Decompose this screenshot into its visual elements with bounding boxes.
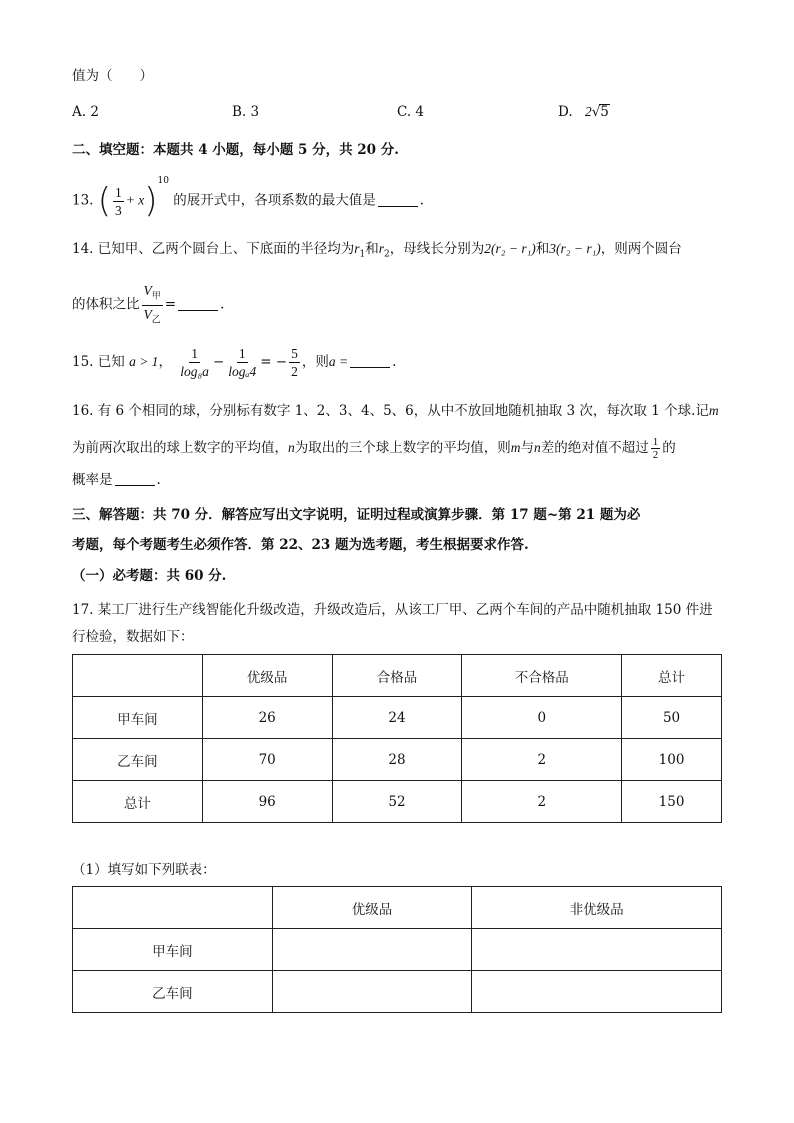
question-15 bbox=[72, 340, 396, 384]
q16-text-2d: 的 bbox=[662, 440, 676, 456]
q15-fraction-1 bbox=[178, 345, 211, 380]
q16-answer-blank bbox=[115, 471, 155, 486]
q15-f3-num: 5 bbox=[291, 346, 298, 361]
table-header-cell: 优级品 bbox=[272, 887, 472, 929]
table-cell: 150 bbox=[622, 781, 722, 823]
table-cell: 100 bbox=[622, 739, 722, 781]
table-cell: 0 bbox=[462, 697, 622, 739]
table-header-cell bbox=[73, 655, 203, 697]
table-cell: 70 bbox=[202, 739, 332, 781]
section-3-header-line-2: 考题，每个考题考生必须作答．第 22、23 题为选考题，考生根据要求作答. bbox=[72, 537, 529, 553]
q14-text-d: 的体积之比 bbox=[72, 296, 140, 313]
q14-expr1: 2(r₂ − r₁) bbox=[484, 241, 536, 256]
table-cell: 2 bbox=[462, 781, 622, 823]
q14-equals: = bbox=[164, 296, 177, 313]
question-14-line-1 bbox=[72, 239, 682, 265]
table-cell-blank bbox=[272, 929, 472, 971]
q14-r2: r bbox=[378, 241, 385, 256]
table-cell: 甲车间 bbox=[73, 697, 203, 739]
q16-with: 与 bbox=[520, 440, 534, 456]
q15-comma: ， bbox=[158, 354, 172, 370]
q16-text-2a: 为前两次取出的球上数字的平均值， bbox=[72, 440, 288, 456]
table-cell: 总计 bbox=[73, 781, 203, 823]
prev-question-tail: 值为（ ） bbox=[72, 68, 153, 84]
q16-text-2c: 差的绝对值不超过 bbox=[540, 440, 649, 456]
q14-text-b: ，母线长分别为 bbox=[389, 241, 485, 257]
q14-text-a: 14. 已知甲、乙两个圆台上、下底面的半径均为 bbox=[72, 241, 355, 257]
q15-f1-den: log₈a bbox=[180, 364, 209, 379]
q14-volume-ratio bbox=[142, 282, 163, 328]
option-c: C. 4 bbox=[397, 104, 425, 120]
option-d-label: D. bbox=[558, 104, 573, 120]
left-paren: ( bbox=[97, 181, 112, 221]
table-cell-blank bbox=[472, 929, 722, 971]
sqrt-symbol: √ bbox=[591, 104, 601, 120]
option-a: A. 2 bbox=[72, 104, 99, 120]
q14-r2-sub: 2 bbox=[384, 249, 390, 260]
table-header-cell: 非优级品 bbox=[472, 887, 722, 929]
q14-r1: r bbox=[354, 241, 360, 256]
q15-condition: a > 1 bbox=[129, 354, 159, 369]
table-header-row bbox=[73, 887, 722, 929]
q13-fraction bbox=[113, 184, 124, 219]
table-header-cell bbox=[73, 887, 273, 929]
table-cell: 26 bbox=[202, 697, 332, 739]
table-header-cell: 优级品 bbox=[202, 655, 332, 697]
question-16-line-2 bbox=[72, 428, 676, 468]
table-cell: 乙车间 bbox=[73, 739, 203, 781]
table-header-cell: 总计 bbox=[622, 655, 722, 697]
question-16-line-1 bbox=[72, 401, 719, 421]
table-cell-blank bbox=[272, 971, 472, 1013]
q16-n: n bbox=[288, 440, 295, 455]
q15-then: ，则 bbox=[301, 354, 329, 370]
v-yi-sub: 乙 bbox=[151, 314, 161, 325]
q15-eq: = − bbox=[260, 354, 288, 370]
table-cell: 96 bbox=[202, 781, 332, 823]
q16-m: m bbox=[708, 403, 719, 418]
q15-a-eq: a = bbox=[328, 354, 349, 369]
question-14-line-2 bbox=[72, 282, 224, 328]
table-cell: 2 bbox=[462, 739, 622, 781]
table-header-cell: 合格品 bbox=[332, 655, 462, 697]
question-16-line-3 bbox=[72, 470, 161, 490]
q15-f1-num: 1 bbox=[191, 346, 198, 361]
table-cell: 50 bbox=[622, 697, 722, 739]
table-row bbox=[73, 697, 722, 739]
table-cell-blank bbox=[472, 971, 722, 1013]
table-cell: 甲车间 bbox=[73, 929, 273, 971]
option-b: B. 3 bbox=[232, 104, 260, 120]
table-header-cell: 不合格品 bbox=[462, 655, 622, 697]
option-d-coef: 2 bbox=[584, 104, 592, 119]
q16-text-1: 16. 有 6 个相同的球，分别标有数字 1、2、3、4、5、6，从中不放回地随机抽取 3 次，每次取 1 个球.记 bbox=[72, 403, 709, 419]
table-cell: 乙车间 bbox=[73, 971, 273, 1013]
q13-plus-x: + x bbox=[125, 192, 145, 208]
q13-frac-num: 1 bbox=[115, 184, 122, 200]
q14-and: 和 bbox=[365, 241, 379, 257]
q15-end: . bbox=[392, 354, 397, 370]
q13-exponent: 10 bbox=[157, 176, 169, 186]
q16-half-den: 2 bbox=[652, 449, 659, 461]
q15-answer-blank bbox=[350, 353, 390, 368]
q13-answer-blank bbox=[378, 192, 418, 207]
q16-text-3: 概率是 bbox=[72, 472, 113, 488]
section-3-header-line-1: 三、解答题：共 70 分．解答应写出文字说明，证明过程或演算步骤．第 17 题~第 21 题为必 bbox=[72, 507, 641, 523]
q15-minus: − bbox=[212, 354, 225, 370]
contingency-table bbox=[72, 886, 722, 1013]
q13-number: 13. bbox=[72, 192, 94, 209]
section-2-header: 二、填空题：本题共 4 小题，每小题 5 分，共 20 分. bbox=[72, 142, 399, 158]
table-cell: 28 bbox=[332, 739, 462, 781]
q16-text-2b: 为取出的三个球上数字的平均值，则 bbox=[294, 440, 511, 456]
q16-end: . bbox=[156, 472, 161, 488]
question-17-line-2: 行检验，数据如下： bbox=[72, 629, 194, 645]
v-yi: V bbox=[143, 306, 152, 322]
v-jia: V bbox=[143, 283, 152, 298]
data-table bbox=[72, 654, 722, 823]
q15-f3-den: 2 bbox=[291, 364, 298, 379]
q14-text-c: ，则两个圆台 bbox=[600, 241, 682, 257]
option-d bbox=[558, 104, 610, 120]
table-cell: 52 bbox=[332, 781, 462, 823]
q14-expr2: 3(r₂ − r₁) bbox=[549, 241, 601, 256]
q15-prefix: 15. 已知 bbox=[72, 354, 125, 370]
q16-m2: m bbox=[510, 440, 521, 455]
part-1-label: （1）填写如下列联表： bbox=[72, 862, 216, 878]
q16-half-num: 1 bbox=[652, 436, 659, 448]
q15-fraction-3 bbox=[289, 345, 300, 380]
table-header-row bbox=[73, 655, 722, 697]
q16-n2: n bbox=[534, 440, 541, 455]
table-row bbox=[73, 971, 722, 1013]
q13-text: 的展开式中，各项系数的最大值是 bbox=[173, 192, 376, 209]
right-paren: ) bbox=[144, 181, 158, 221]
option-d-radicand: 5 bbox=[600, 104, 609, 120]
q15-fraction-2 bbox=[226, 345, 258, 380]
q15-f2-num: 1 bbox=[238, 346, 246, 361]
q13-end: . bbox=[419, 192, 425, 209]
section-3-subheader: （一）必考题：共 60 分. bbox=[72, 568, 227, 584]
question-13 bbox=[72, 175, 424, 223]
v-jia-sub: 甲 bbox=[151, 290, 161, 301]
q14-end: . bbox=[220, 296, 225, 313]
q14-and2: 和 bbox=[535, 241, 550, 257]
table-row bbox=[73, 781, 722, 823]
q16-half bbox=[651, 436, 661, 461]
question-17-line-1: 17. 某工厂进行生产线智能化升级改造，升级改造后，从该工厂甲、乙两个车间的产品中随机抽取 150 件进 bbox=[72, 602, 713, 618]
table-row bbox=[73, 739, 722, 781]
q13-frac-den: 3 bbox=[115, 202, 122, 218]
q14-answer-blank bbox=[178, 296, 218, 311]
table-cell: 24 bbox=[332, 697, 462, 739]
q14-r1-sub: 1 bbox=[359, 249, 366, 260]
table-row bbox=[73, 929, 722, 971]
q15-f2-den: logₐ4 bbox=[228, 364, 257, 379]
